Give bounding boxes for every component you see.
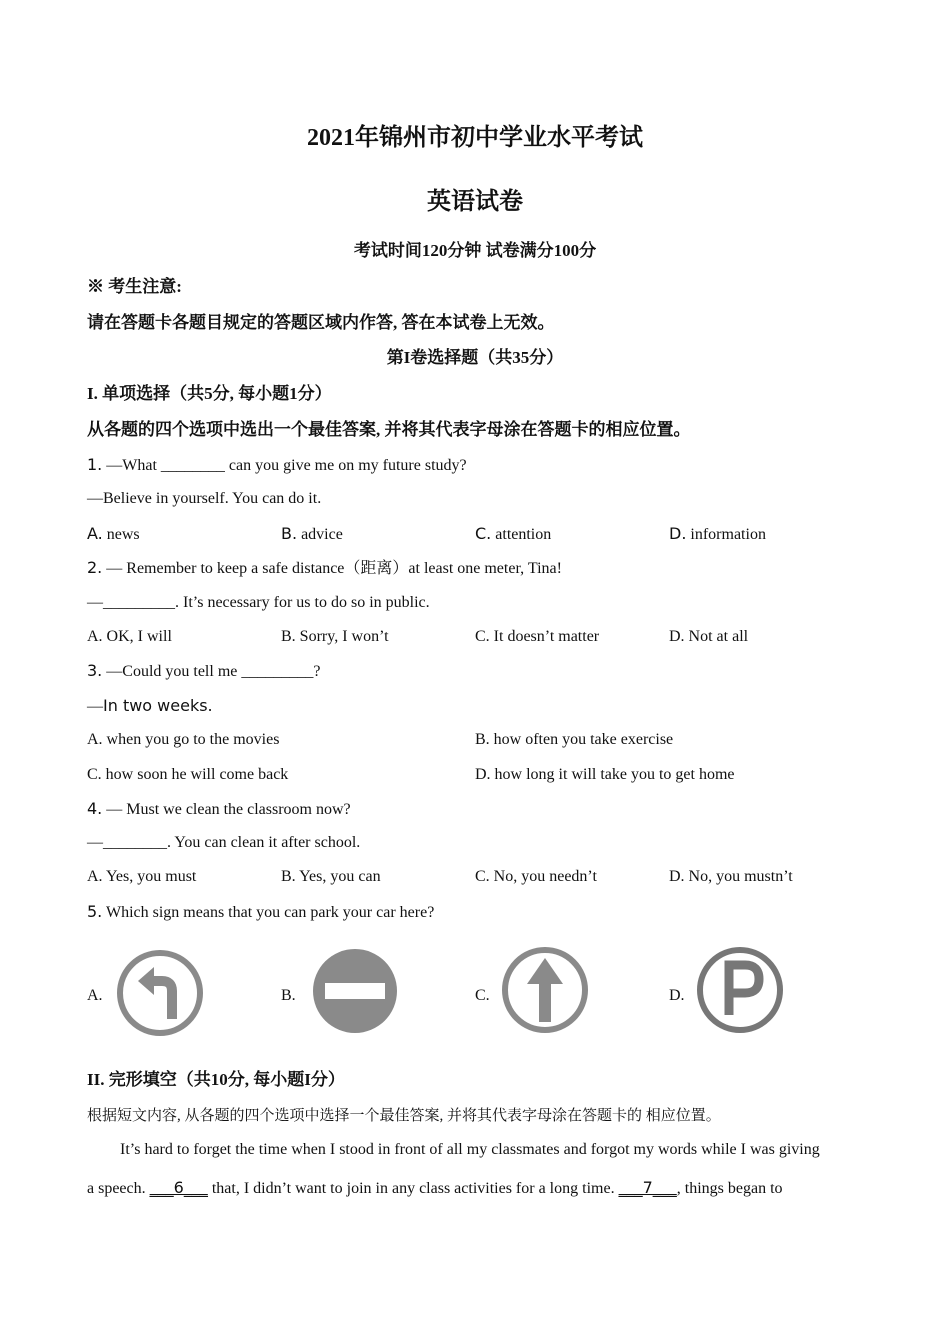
option-5a-label: A. bbox=[87, 987, 103, 1004]
question-4 bbox=[87, 799, 351, 820]
passage-line-1: It’s hard to forget the time when I stood in front of all my classmates and forgot my words while I was giving bbox=[120, 1141, 820, 1158]
question-3-response: —In two weeks. bbox=[87, 696, 213, 715]
option-3c: C. how soon he will come back bbox=[87, 766, 289, 783]
question-text: —What ________ can you give me on my future study? bbox=[102, 457, 467, 474]
option-5b-label: B. bbox=[281, 987, 296, 1004]
question-number: 3. bbox=[87, 661, 103, 680]
part1-heading: 第I卷选择题（共35分） bbox=[386, 348, 564, 367]
option-1b: B. advice bbox=[281, 524, 343, 543]
question-2-response: —_________. It’s necessary for us to do so in public. bbox=[87, 594, 430, 611]
question-number: 5. bbox=[87, 902, 103, 921]
option-4d: D. No, you mustn’t bbox=[669, 868, 793, 885]
no-entry-sign-icon bbox=[311, 947, 399, 1035]
option-1d: D. information bbox=[669, 524, 766, 543]
straight-ahead-sign-icon bbox=[501, 946, 589, 1034]
question-number: 1. bbox=[87, 455, 103, 474]
exam-title: 2021年锦州市初中学业水平考试 bbox=[307, 125, 643, 151]
option-3b: B. how often you take exercise bbox=[475, 731, 674, 748]
question-4-response: —________. You can clean it after school. bbox=[87, 834, 361, 851]
section1-heading: I. 单项选择（共5分, 每小题1分） bbox=[87, 384, 332, 403]
section2-instruction: 根据短文内容, 从各题的四个选项中选择一个最佳答案, 并将其代表字母涂在答题卡的 相应位置。 bbox=[87, 1108, 721, 1124]
question-text: —Could you tell me _________? bbox=[102, 663, 321, 680]
option-3d: D. how long it will take you to get home bbox=[475, 766, 735, 783]
option-1a: A. news bbox=[87, 524, 140, 543]
question-5 bbox=[87, 902, 434, 923]
option-4a: A. Yes, you must bbox=[87, 868, 197, 885]
notice-text: 请在答题卡各题目规定的答题区域内作答, 答在本试卷上无效。 bbox=[87, 313, 555, 332]
option-2d: D. Not at all bbox=[669, 628, 749, 645]
option-5c-label: C. bbox=[475, 987, 490, 1004]
question-text: — Remember to keep a safe distance（距离）at least one meter, Tina! bbox=[102, 560, 562, 577]
question-2 bbox=[87, 558, 562, 579]
exam-info: 考试时间120分钟 试卷满分100分 bbox=[353, 241, 597, 260]
question-1 bbox=[87, 455, 467, 476]
question-number: 2. bbox=[87, 558, 103, 577]
turn-left-sign-icon bbox=[116, 949, 204, 1037]
passage-line-2: a speech. ___6___ that, I didn’t want to join in any class activities for a long time. ___7___, things began to bbox=[87, 1178, 783, 1197]
option-2a: A. OK, I will bbox=[87, 628, 172, 645]
option-2c: C. It doesn’t matter bbox=[475, 628, 600, 645]
option-2b: B. Sorry, I won’t bbox=[281, 628, 389, 645]
blank-7: ___7___ bbox=[618, 1178, 677, 1197]
parking-sign-icon bbox=[695, 945, 785, 1035]
blank-6: ___6___ bbox=[149, 1178, 208, 1197]
option-3a: A. when you go to the movies bbox=[87, 731, 280, 748]
option-4b: B. Yes, you can bbox=[281, 868, 381, 885]
question-3 bbox=[87, 661, 320, 682]
question-text: — Must we clean the classroom now? bbox=[102, 801, 351, 818]
question-text: Which sign means that you can park your car here? bbox=[102, 904, 435, 921]
exam-subtitle: 英语试卷 bbox=[427, 189, 523, 215]
question-number: 4. bbox=[87, 799, 103, 818]
notice-heading: ※ 考生注意: bbox=[87, 277, 182, 296]
section1-instruction: 从各题的四个选项中选出一个最佳答案, 并将其代表字母涂在答题卡的相应位置。 bbox=[87, 420, 691, 439]
option-4c: C. No, you needn’t bbox=[475, 868, 597, 885]
option-5d-label: D. bbox=[669, 987, 685, 1004]
section2-heading: II. 完形填空（共10分, 每小题I分） bbox=[87, 1070, 345, 1089]
option-1c: C. attention bbox=[475, 524, 552, 543]
question-1-response: —Believe in yourself. You can do it. bbox=[87, 490, 322, 507]
